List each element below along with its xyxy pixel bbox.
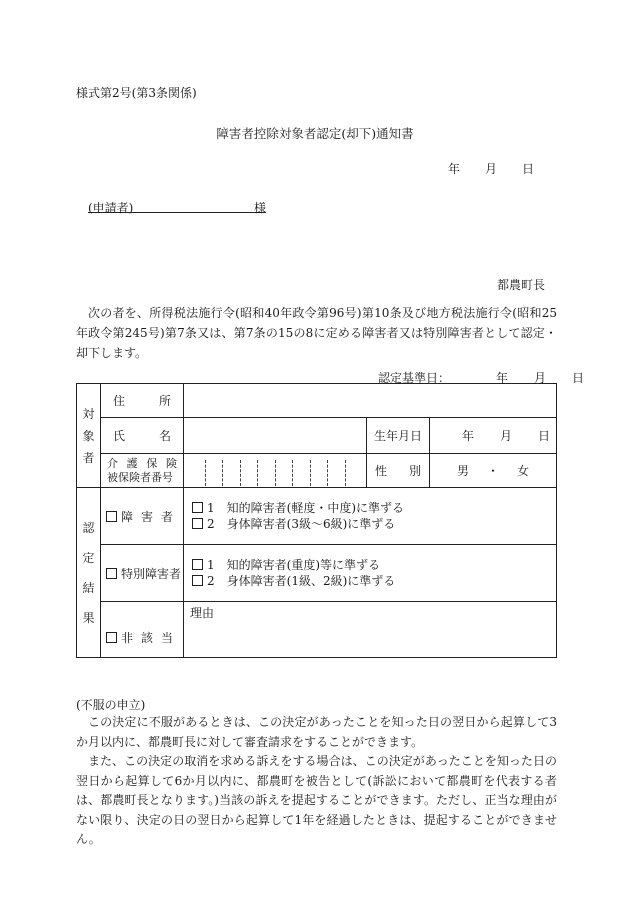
not-applicable-label[interactable]: 非 該 当 xyxy=(101,602,184,658)
sex-male: 男 xyxy=(456,464,469,478)
sex-female: 女 xyxy=(517,464,530,478)
special-disabled-options: 1 知的障害者(重度)等に準ずる 2 身体障害者(1級、2級)に準ずる xyxy=(184,545,557,602)
birthdate-label: 生年月日 xyxy=(367,418,430,454)
special-option-2-checkbox[interactable] xyxy=(192,575,203,586)
birth-day: 日 xyxy=(538,429,551,443)
reason-label: 理由 xyxy=(190,606,215,620)
document-title: 障害者控除対象者認定(却下)通知書 xyxy=(216,126,414,141)
appeal-paragraph-1: この決定に不服があるときは、この決定があったことを知った日の翌日から起算して3か月以内に、都農町長に対して審査請求をすることができます。 xyxy=(76,715,557,749)
reason-field[interactable] xyxy=(184,602,557,658)
address-label: 住 所 xyxy=(101,384,184,418)
sex-options[interactable]: 男 ・ 女 xyxy=(430,454,557,488)
appeal-paragraph-2: また、この決定の取消を求める訴えをする場合は、この決定があったことを知った日の翌日から起算して6か月以内に、都農町を被告として(訴訟において都農町を代表する者は、都農町長となります。)当該の訴えを提起することができます。ただし、正当な理由がない限り、決定の日の翌日から起算して1年を経過したときは、提起することができません。 xyxy=(76,754,557,846)
disabled-checkbox xyxy=(106,511,117,522)
result-header: 認 定 結 果 xyxy=(77,488,101,658)
special-option-1-checkbox[interactable] xyxy=(192,559,203,570)
name-field[interactable] xyxy=(184,418,367,454)
form-number: 様式第2号(第3条関係) xyxy=(76,86,197,100)
birth-month: 月 xyxy=(500,429,513,443)
address-field[interactable] xyxy=(184,384,557,418)
disabled-label[interactable]: 障 害 者 xyxy=(101,488,184,545)
birthdate-field[interactable] xyxy=(430,418,557,454)
not-applicable-checkbox xyxy=(106,632,117,643)
date-month: 月 xyxy=(485,162,498,176)
date-day: 日 xyxy=(522,162,535,176)
main-table xyxy=(76,383,557,658)
standard-date-month: 月 xyxy=(534,371,547,385)
special-disabled-checkbox xyxy=(106,568,117,579)
applicant-label: (申請者) xyxy=(88,201,134,215)
disabled-option-2-checkbox[interactable] xyxy=(192,518,203,529)
birth-year: 年 xyxy=(462,429,475,443)
subject-header: 対 象 者 xyxy=(77,384,101,488)
standard-date-day: 日 xyxy=(572,371,585,385)
special-disabled-label[interactable]: 特別障害者 xyxy=(101,545,184,602)
disabled-option-1-checkbox[interactable] xyxy=(192,502,203,513)
applicant-honorific: 様 xyxy=(254,201,267,215)
sex-label: 性 別 xyxy=(367,454,430,488)
issue-date xyxy=(448,160,534,177)
body-text: 次の者を、所得税法施行令(昭和40年政令第96号)第10条及び地方税法施行令(昭和25年政令第245号)第7条又は、第7条の15の8に定める障害者又は特別障害者として認定・却下します。 xyxy=(76,306,557,360)
disabled-options: 1 知的障害者(軽度・中度)に準ずる 2 身体障害者(3級～6級)に準ずる xyxy=(184,488,557,545)
applicant-name-line[interactable] xyxy=(88,212,266,213)
name-label: 氏 名 xyxy=(101,418,184,454)
standard-date-year: 年 xyxy=(496,371,509,385)
issuer: 都農町長 xyxy=(497,278,546,292)
date-year: 年 xyxy=(448,162,461,176)
appeal-heading: (不服の申立) xyxy=(76,698,146,712)
care-insurance-number-field[interactable] xyxy=(184,454,367,488)
standard-date-label: 認定基準日： xyxy=(378,371,451,385)
care-insurance-label: 介 護 保 険 被保険者番号 xyxy=(101,454,184,488)
